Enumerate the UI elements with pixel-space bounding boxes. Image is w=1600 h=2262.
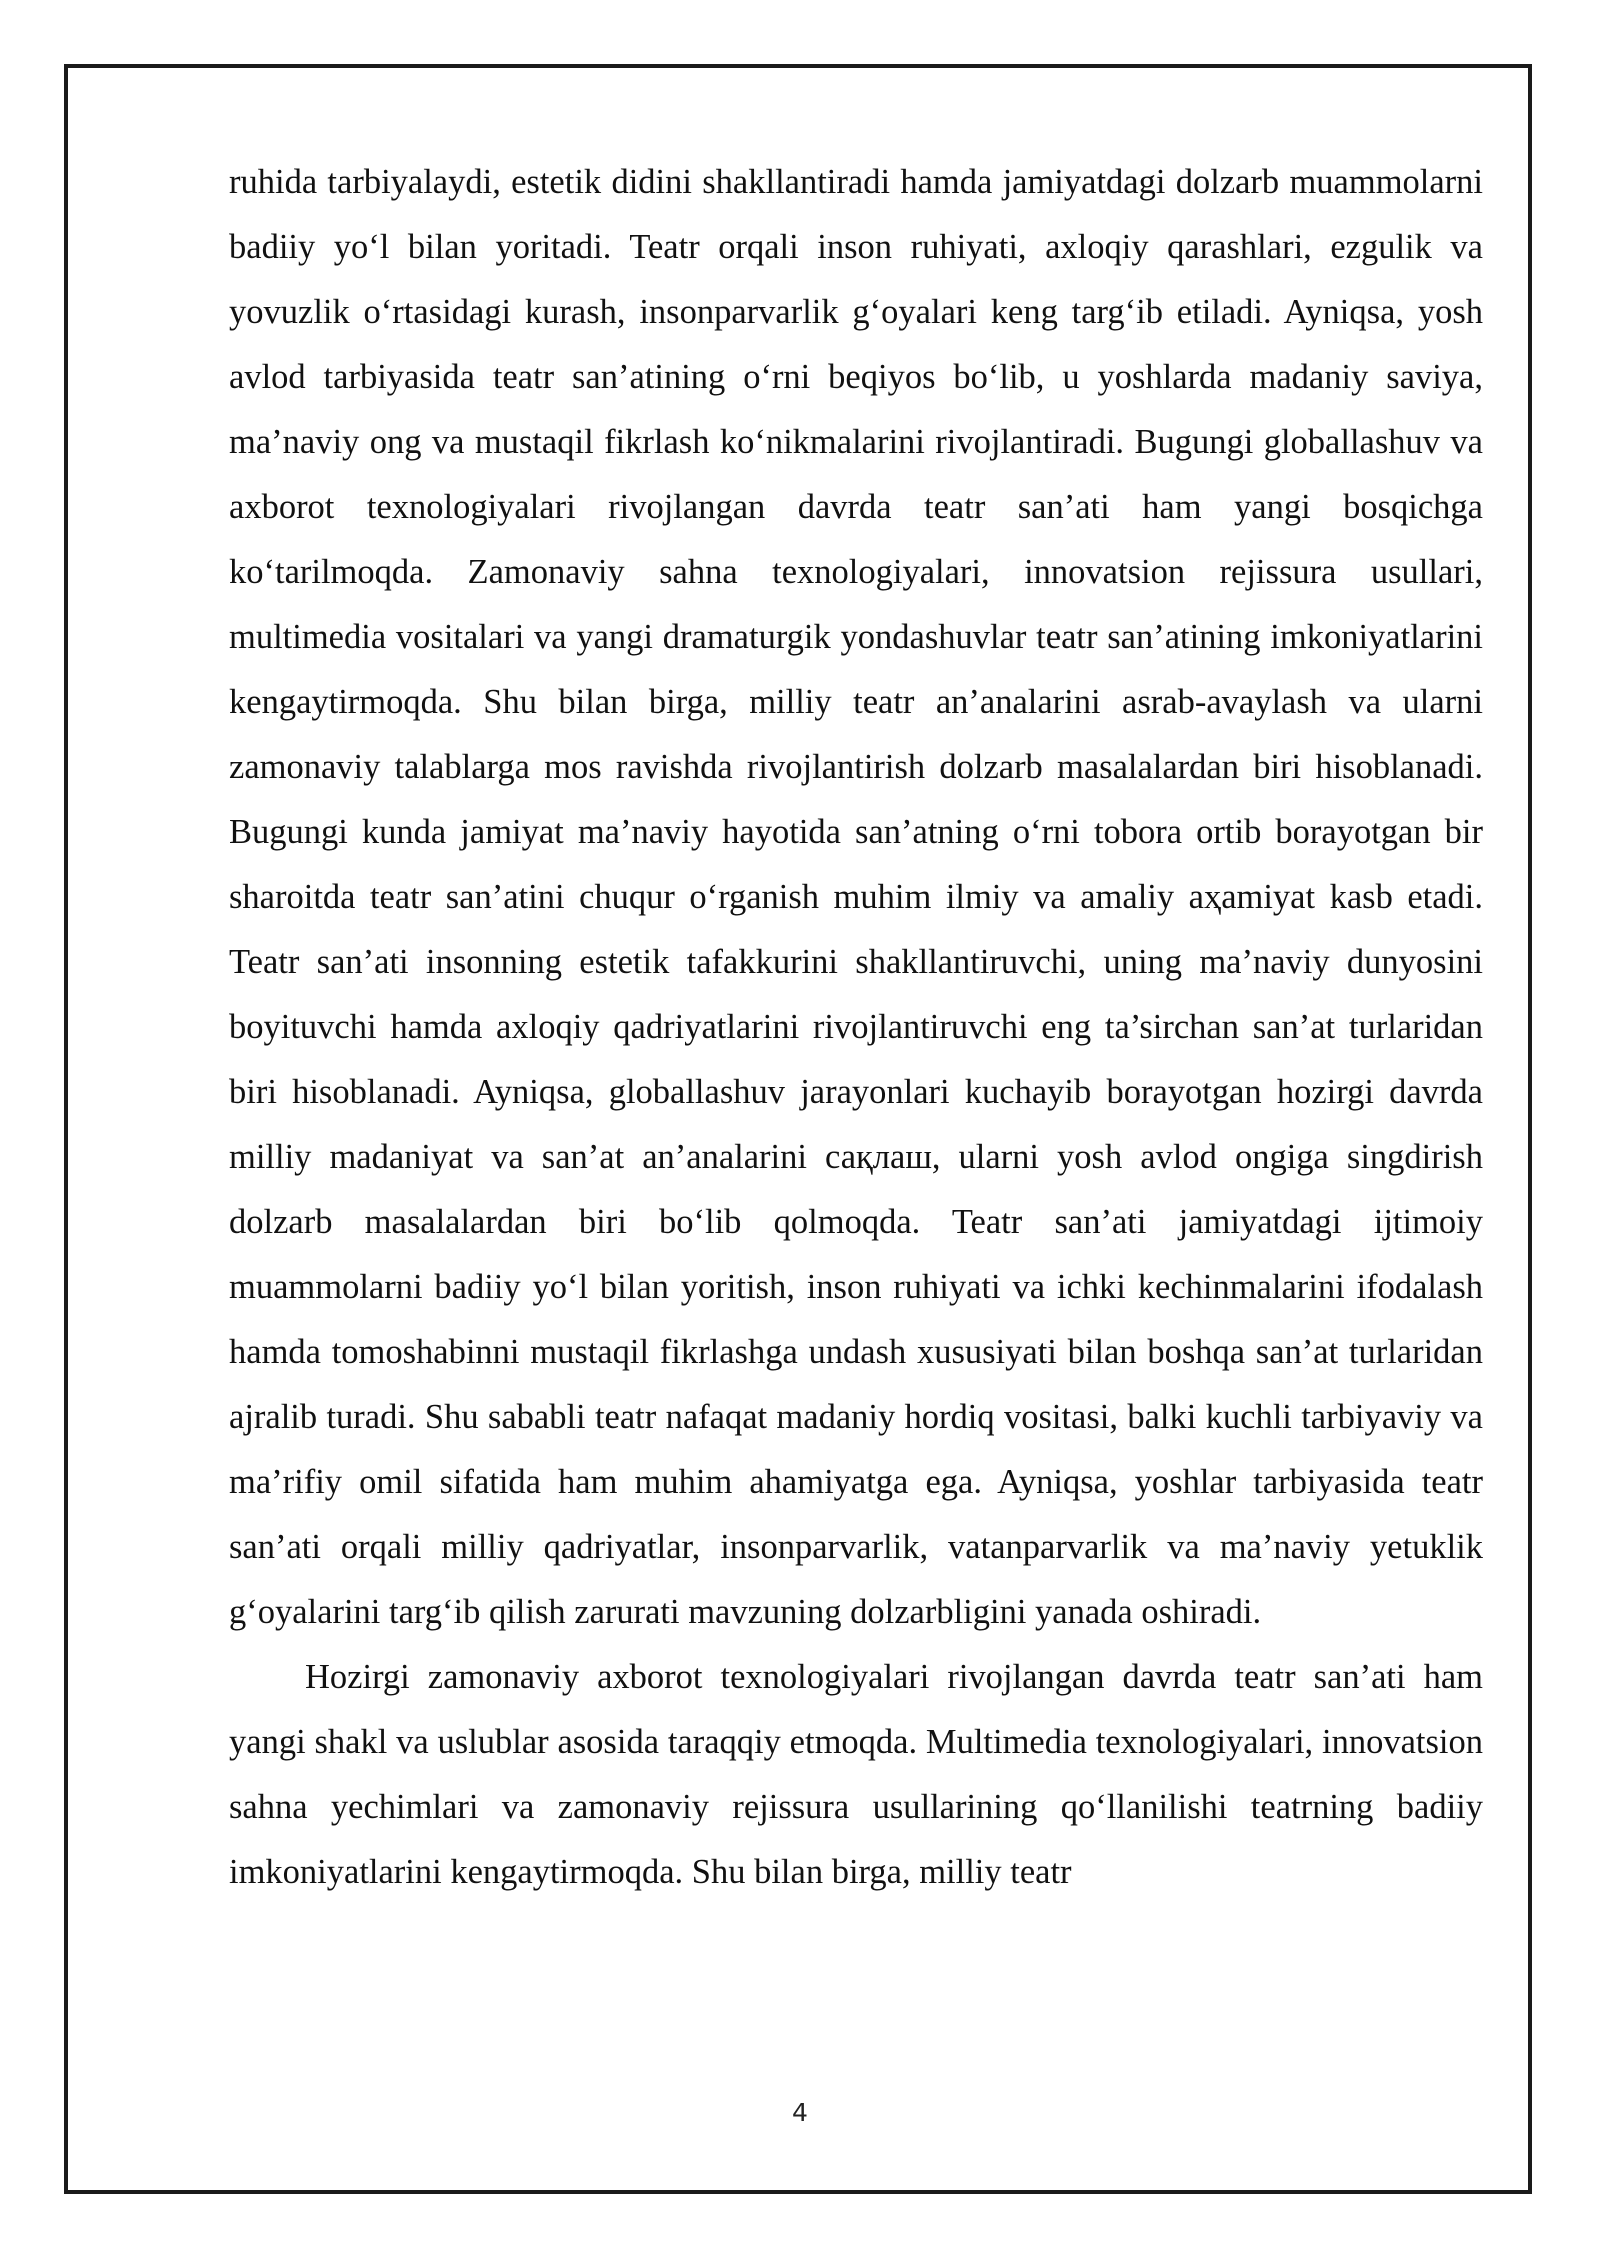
document-body <box>229 150 1483 1905</box>
page-number: 4 <box>792 2098 808 2127</box>
paragraph-continued: ruhida tarbiyalaydi, estetik didini shakllantiradi hamda jamiyatdagi dolzarb muammolarni badiiy yo‘l bilan yoritadi. Teatr orqali inson ruhiyati, axloqiy qarashlari, ezgulik va yovuzlik o‘rtasidagi kurash, insonparvarlik g‘oyalari keng targ‘ib etiladi. Ayniqsa, yosh avlod tarbiyasida teatr san’atining o‘rni beqiyos bo‘lib, u yoshlarda madaniy saviya, ma’naviy ong va mustaqil fikrlash ko‘nikmalarini rivojlantiradi. Bugungi globallashuv va axborot texnologiyalari rivojlangan davrda teatr san’ati ham yangi bosqichga ko‘tarilmoqda. Zamonaviy sahna texnologiyalari, innovatsion rejissura usullari, multimedia vositalari va yangi dramaturgik yondashuvlar teatr san’atining imkoniyatlarini kengaytirmoqda. Shu bilan birga, milliy teatr an’analarini asrab-avaylash va ularni zamonaviy talablarga mos ravishda rivojlantirish dolzarb masalalardan biri hisoblanadi. Bugungi kunda jamiyat ma’naviy hayotida san’atning o‘rni tobora ortib borayotgan bir sharoitda teatr san’atini chuqur o‘rganish muhim ilmiy va amaliy aҳamiyat kasb etadi. Teatr san’ati insonning estetik tafakkurini shakllantiruvchi, uning ma’naviy dunyosini boyituvchi hamda axloqiy qadriyatlarini rivojlantiruvchi eng ta’sirchan san’at turlaridan biri hisoblanadi. Ayniqsa, globallashuv jarayonlari kuchayib borayotgan hozirgi davrda milliy madaniyat va san’at an’analarini сақлаш, ularni yosh avlod ongiga singdirish dolzarb masalalardan biri bo‘lib qolmoqda. Teatr san’ati jamiyatdagi ijtimoiy muammolarni badiiy yo‘l bilan yoritish, inson ruhiyati va ichki kechinmalarini ifodalash hamda tomoshabinni mustaqil fikrlashga undash xususiyati bilan boshqa san’at turlaridan ajralib turadi. Shu sababli teatr nafaqat madaniy hordiq vositasi, balki kuchli tarbiyaviy va ma’rifiy omil sifatida ham muhim ahamiyatga ega. Ayniqsa, yoshlar tarbiyasida teatr san’ati orqali milliy qadriyatlar, insonparvarlik, vatanparvarlik va ma’naviy yetuklik g‘oyalarini targ‘ib qilish zarurati mavzuning dolzarbligini yanada oshiradi. <box>229 163 1483 1631</box>
paragraph-new: Hozirgi zamonaviy axborot texnologiyalari rivojlangan davrda teatr san’ati ham yangi shakl va uslublar asosida taraqqiy etmoqda. Multimedia texnologiyalari, innovatsion sahna yechimlari va zamonaviy rejissura usullarining qo‘llanilishi teatrning badiiy imkoniyatlarini kengaytirmoqda. Shu bilan birga, milliy teatr <box>229 1658 1483 1891</box>
